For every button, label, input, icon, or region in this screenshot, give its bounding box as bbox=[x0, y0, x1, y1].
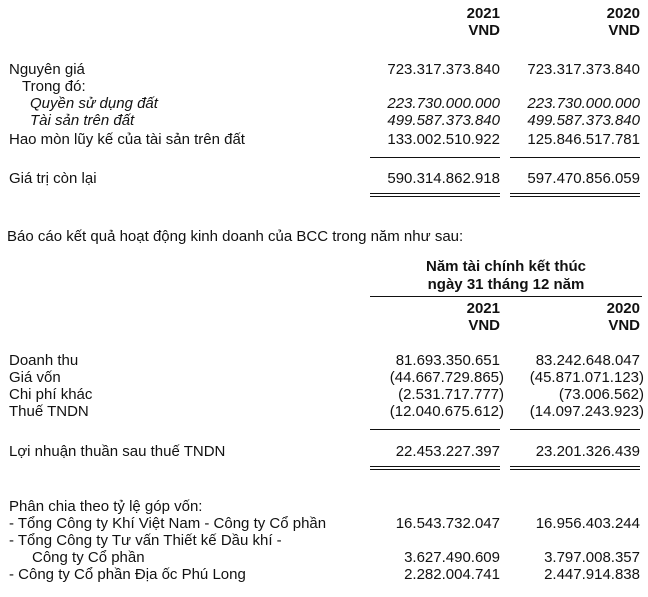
divider bbox=[370, 157, 500, 158]
bottom-header-year-2020: 2020 bbox=[606, 300, 640, 317]
double-rule-bottom bbox=[370, 196, 500, 197]
row-value-2021: 22.453.227.397 bbox=[395, 443, 500, 460]
bottom-header-unit-2020: VND bbox=[608, 317, 640, 334]
period-header-line1: Năm tài chính kết thúc bbox=[425, 258, 587, 275]
row-value-2020: 23.201.326.439 bbox=[535, 443, 640, 460]
divider bbox=[510, 157, 640, 158]
row-label-doanh-thu: Doanh thu bbox=[9, 352, 79, 369]
distribution-item-label: - Tổng Công ty Khí Việt Nam - Công ty Cổ phần bbox=[9, 515, 327, 532]
top-header-year-2020: 2020 bbox=[606, 5, 640, 22]
row-value-2020: 125.846.517.781 bbox=[527, 131, 640, 148]
row-value-2021: 81.693.350.651 bbox=[395, 352, 500, 369]
row-value-2020: 499.587.373.840 bbox=[527, 112, 640, 129]
row-value-2020: 723.317.373.840 bbox=[527, 61, 640, 78]
double-rule-bottom bbox=[510, 469, 640, 470]
distribution-value-2020: 16.956.403.244 bbox=[535, 515, 640, 532]
divider bbox=[510, 429, 640, 430]
row-value-2021: (12.040.675.612) bbox=[389, 403, 504, 420]
top-header-unit-2020: VND bbox=[608, 22, 640, 39]
bottom-header-unit-2021: VND bbox=[468, 317, 500, 334]
row-value-2020: (45.871.071.123) bbox=[529, 369, 644, 386]
double-rule-top bbox=[370, 193, 500, 194]
row-value-2021: 723.317.373.840 bbox=[387, 61, 500, 78]
distribution-value-2021: 3.627.490.609 bbox=[404, 549, 500, 566]
double-rule-bottom bbox=[510, 196, 640, 197]
row-label-chi-phi-khac: Chi phí khác bbox=[9, 386, 93, 403]
distribution-item-label: - Tổng Công ty Tư vấn Thiết kế Dầu khí - bbox=[9, 532, 282, 549]
row-label-trong-do: Trong đó: bbox=[22, 78, 86, 95]
row-label-thue-tndn: Thuế TNDN bbox=[9, 403, 89, 420]
distribution-value-2021: 16.543.732.047 bbox=[395, 515, 500, 532]
row-label-loi-nhuan: Lợi nhuận thuần sau thuế TNDN bbox=[9, 443, 226, 460]
row-value-2021: (44.667.729.865) bbox=[389, 369, 504, 386]
row-value-2020: 597.470.856.059 bbox=[527, 170, 640, 187]
row-value-2020: 83.242.648.047 bbox=[535, 352, 640, 369]
row-label-tai-san-tren-dat: Tài sản trên đất bbox=[30, 112, 135, 129]
distribution-item-label-cont: Công ty Cổ phần bbox=[32, 549, 145, 566]
row-value-2021: 499.587.373.840 bbox=[387, 112, 500, 129]
double-rule-bottom bbox=[370, 469, 500, 470]
row-value-2021: 223.730.000.000 bbox=[387, 95, 500, 112]
row-value-2020: (73.006.562) bbox=[558, 386, 644, 403]
period-header-rule bbox=[370, 296, 642, 297]
row-label-gia-tri-con-lai: Giá trị còn lại bbox=[9, 170, 97, 187]
row-label-hao-mon: Hao mòn lũy kế của tài sản trên đất bbox=[9, 131, 245, 148]
distribution-title: Phân chia theo tỷ lệ góp vốn: bbox=[9, 498, 203, 515]
row-value-2020: 223.730.000.000 bbox=[527, 95, 640, 112]
top-header-year-2021: 2021 bbox=[466, 5, 500, 22]
double-rule-top bbox=[370, 466, 500, 467]
double-rule-top bbox=[510, 466, 640, 467]
row-label-gia-von: Giá vốn bbox=[9, 369, 61, 386]
distribution-value-2020: 2.447.914.838 bbox=[544, 566, 640, 583]
double-rule-top bbox=[510, 193, 640, 194]
distribution-value-2021: 2.282.004.741 bbox=[404, 566, 500, 583]
intro-text: Báo cáo kết quả hoạt động kinh doanh của BCC trong năm như sau: bbox=[7, 228, 464, 245]
row-value-2020: (14.097.243.923) bbox=[529, 403, 644, 420]
row-value-2021: (2.531.717.777) bbox=[398, 386, 504, 403]
divider bbox=[370, 429, 500, 430]
top-header-unit-2021: VND bbox=[468, 22, 500, 39]
row-value-2021: 133.002.510.922 bbox=[387, 131, 500, 148]
row-value-2021: 590.314.862.918 bbox=[387, 170, 500, 187]
bottom-header-year-2021: 2021 bbox=[466, 300, 500, 317]
period-header-line2: ngày 31 tháng 12 năm bbox=[427, 276, 585, 293]
row-label-nguyen-gia: Nguyên giá bbox=[9, 61, 85, 78]
distribution-item-label: - Công ty Cổ phần Địa ốc Phú Long bbox=[9, 566, 246, 583]
row-label-quyen-su-dung-dat: Quyền sử dụng đất bbox=[30, 95, 158, 112]
distribution-value-2020: 3.797.008.357 bbox=[544, 549, 640, 566]
